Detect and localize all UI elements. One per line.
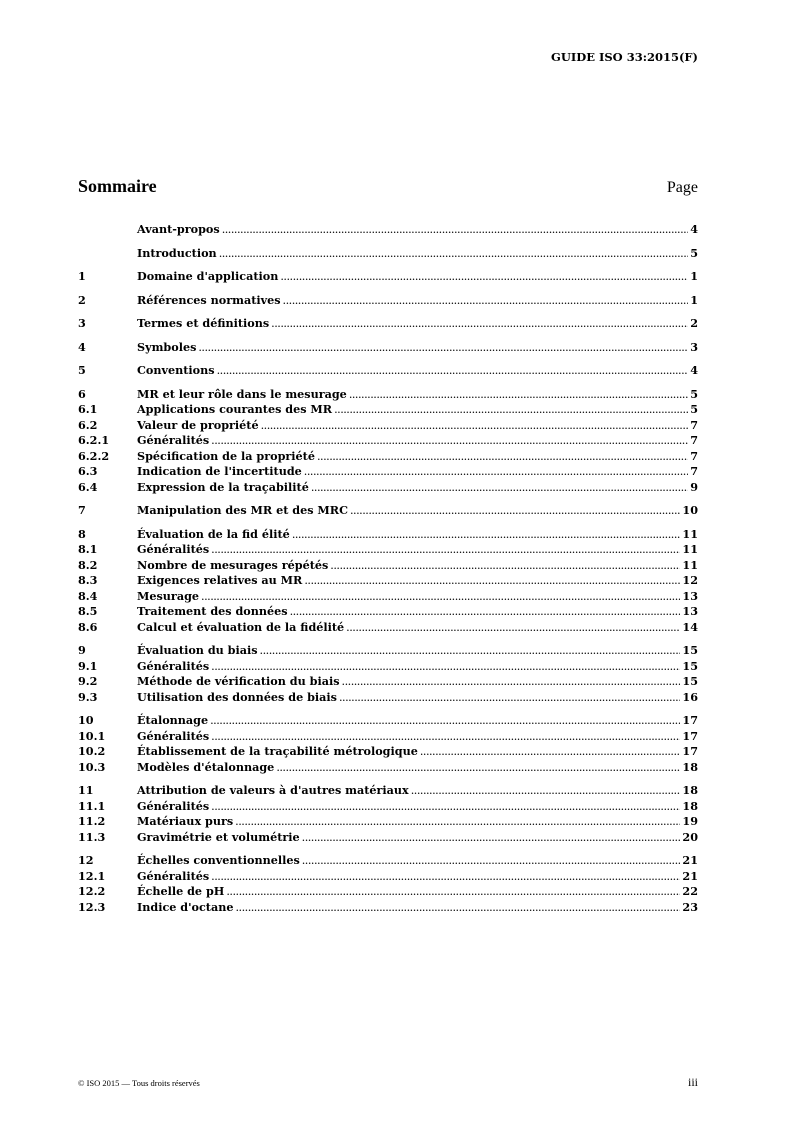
toc-entry[interactable] [78,869,698,885]
toc-entry-number: 11.2 [78,814,106,828]
toc-entry[interactable] [78,340,698,356]
dot-leader [334,402,688,418]
dot-leader [201,589,680,605]
toc-entry-title: Spécification de la propriété [137,448,315,463]
toc-entry-title: Échelles conventionnelles [137,853,300,867]
toc-entry[interactable] [78,433,698,449]
toc-entry-title: Symboles [137,339,197,354]
toc-entry-page: 5 [690,386,698,401]
dot-leader [222,222,689,238]
toc-entry-number: 9.2 [78,674,98,688]
toc-entry-number: 12 [78,853,94,867]
dot-leader [302,853,681,869]
toc-entry[interactable] [78,729,698,745]
toc-entry-number: 10.2 [78,744,106,758]
dot-leader [235,900,680,916]
toc-entry-title: Nombre de mesurages répétés [137,557,329,572]
dot-leader [210,713,680,729]
dot-leader [217,363,689,379]
dot-leader [346,620,680,636]
dot-leader [342,674,681,690]
toc-entry[interactable] [78,558,698,574]
toc-entry-title: Applications courantes des MR [137,402,333,416]
toc-entry[interactable] [78,620,698,636]
toc-entry-number: 6 [78,386,86,401]
dot-leader [198,340,688,356]
toc-entry-title: Généralités [137,658,210,673]
toc-entry-title: Échelle de pH [137,884,225,898]
toc-entry-page: 11 [682,557,698,572]
toc-entry-page: 7 [690,433,698,447]
toc-entry-title: Utilisation des données de biais [137,689,337,704]
toc-entry-number: 8.5 [78,604,98,618]
toc-entry-title: Domaine d'application [137,269,279,283]
toc-entry-page: 22 [682,884,698,898]
toc-entry-page: 17 [682,713,698,727]
toc-entry-number: 8 [78,526,86,541]
toc-entry-title: Conventions [137,363,215,377]
dot-leader [304,573,680,589]
toc-group [78,503,698,519]
toc-entry[interactable] [78,387,698,403]
toc-entry-page: 13 [682,604,698,618]
toc-group [78,222,698,238]
toc-entry-page: 18 [682,759,698,774]
toc-entry-title: Calcul et évaluation de la fidélité [137,619,345,634]
toc-entry-title: Références normatives [137,292,281,307]
toc-entry[interactable] [78,713,698,729]
toc-entry[interactable] [78,783,698,799]
toc-entry-title: Avant-propos [137,222,220,236]
dot-leader [211,542,680,558]
toc-group [78,527,698,636]
toc-entry-number: 1 [78,269,86,283]
toc-entry[interactable] [78,900,698,916]
toc-entry-page: 17 [682,728,698,743]
toc-group [78,340,698,356]
toc-entry-title: Traitement des données [137,604,288,618]
toc-entry[interactable] [78,674,698,690]
toc-entry-number: 11.1 [78,798,106,813]
toc-entry-title: Exigences relatives au MR [137,573,303,587]
toc-entry[interactable] [78,830,698,846]
toc-entry[interactable] [78,293,698,309]
toc-entry-title: Généralités [137,433,210,447]
dot-leader [280,269,688,285]
dot-leader [350,503,680,519]
toc-entry-number: 9.3 [78,689,98,704]
dot-leader [211,433,688,449]
toc-entry-number: 6.2.2 [78,448,110,463]
toc-entry[interactable] [78,690,698,706]
toc-entry-page: 18 [682,798,698,813]
toc-entry-page: 2 [690,316,698,330]
toc-entry-number: 8.3 [78,573,98,587]
toc-entry-title: Modèles d'étalonnage [137,759,275,774]
toc-entry-number: 11 [78,783,94,797]
toc-group [78,293,698,309]
toc-entry-page: 15 [682,643,698,657]
toc-entry[interactable] [78,363,698,379]
toc-entry[interactable] [78,464,698,480]
toc-entry-page: 3 [690,339,698,354]
toc-entry[interactable] [78,402,698,418]
toc-entry-title: Manipulation des MR et des MRC [137,503,348,517]
toc-entry[interactable] [78,814,698,830]
toc-entry-number: 12.1 [78,868,106,883]
dot-leader [411,783,681,799]
toc-entry-number: 6.2 [78,417,98,432]
toc-entry-number: 6.2.1 [78,433,110,447]
toc-entry[interactable] [78,503,698,519]
toc-group [78,783,698,845]
toc-entry-page: 23 [682,899,698,914]
toc-entry-number: 3 [78,316,86,330]
toc-entry-number: 8.1 [78,542,98,556]
toc-entry-page: 9 [690,479,698,494]
toc-entry-page: 4 [690,222,698,236]
toc-entry[interactable] [78,418,698,434]
toc-entry[interactable] [78,799,698,815]
toc-entry-number: 9.1 [78,658,98,673]
toc-group [78,246,698,262]
toc-entry-page: 1 [690,292,698,307]
toc-entry-title: Expression de la traçabilité [137,479,309,494]
toc-entry-number: 10 [78,713,94,727]
toc-entry[interactable] [78,527,698,543]
dot-leader [311,480,688,496]
toc-entry[interactable] [78,853,698,869]
toc-entry-page: 21 [682,868,698,883]
toc-entry-title: Valeur de propriété [137,417,259,432]
toc-entry-page: 19 [682,814,698,828]
toc-entry-number: 11.3 [78,829,106,844]
toc-entry-title: Généralités [137,798,210,813]
toc-title-row [78,176,698,197]
dot-leader [261,418,689,434]
toc-group [78,853,698,915]
toc-entry-title: Établissement de la traçabilité métrologique [137,744,418,758]
toc-title: Sommaire [78,176,157,196]
dot-leader [271,316,688,332]
toc-entry-number: 6.1 [78,402,98,416]
toc-entry[interactable] [78,744,698,760]
toc-entry-title: Méthode de vérification du biais [137,674,340,688]
toc-group [78,269,698,285]
toc-entry-title: Évaluation de la fid élité [137,526,290,541]
toc-entry-number: 10.1 [78,728,106,743]
dot-leader [211,729,680,745]
toc-group [78,316,698,332]
dot-leader [283,293,689,309]
toc-entry[interactable] [78,269,698,285]
toc-entry-page: 18 [682,783,698,797]
toc-entry-title: MR et leur rôle dans le mesurage [137,386,347,401]
dot-leader [330,558,680,574]
toc-entry-page: 16 [682,689,698,704]
dot-leader [420,744,681,760]
toc-entry-page: 5 [690,402,698,416]
toc-entry-number: 8.4 [78,588,98,603]
toc-entry-title: Généralités [137,728,210,743]
toc-entry-title: Attribution de valeurs à d'autres matériaux [137,783,409,797]
toc-entry-number: 10.3 [78,759,106,774]
toc-entry-number: 9 [78,643,86,657]
toc-entry-title: Termes et définitions [137,316,270,330]
dot-leader [276,760,680,776]
toc-entry-number: 12.3 [78,899,106,914]
toc-entry[interactable] [78,246,698,262]
toc-entry-page: 11 [682,526,698,541]
toc-entry[interactable] [78,222,698,238]
toc-entry[interactable] [78,643,698,659]
toc-entry[interactable] [78,480,698,496]
dot-leader [260,643,681,659]
toc-entry-page: 7 [690,448,698,463]
toc-entry-page: 21 [682,853,698,867]
toc-entry-page: 1 [690,269,698,283]
toc-group [78,643,698,705]
toc-entry-page: 12 [682,573,698,587]
toc-entry-number: 6.3 [78,464,98,478]
dot-leader [290,604,681,620]
toc-entry[interactable] [78,604,698,620]
table-of-contents [78,222,698,923]
page-footer [78,1075,698,1090]
dot-leader [302,830,681,846]
toc-entry-page: 14 [682,619,698,634]
toc-entry-number: 4 [78,339,86,354]
toc-entry[interactable] [78,760,698,776]
dot-leader [317,449,688,465]
toc-entry-page: 5 [690,245,698,260]
toc-entry-page: 7 [690,464,698,478]
dot-leader [226,884,680,900]
toc-entry-number: 2 [78,292,86,307]
toc-entry[interactable] [78,589,698,605]
toc-entry-number: 6.4 [78,479,98,494]
toc-entry-title: Généralités [137,542,210,556]
toc-entry-title: Indice d'octane [137,899,234,914]
dot-leader [211,799,680,815]
toc-entry[interactable] [78,449,698,465]
toc-entry[interactable] [78,573,698,589]
toc-entry-page: 20 [682,829,698,844]
toc-group [78,387,698,496]
toc-entry-title: Mesurage [137,588,200,603]
document-reference: GUIDE ISO 33:2015(F) [551,50,698,64]
toc-entry-number: 8.6 [78,619,98,634]
toc-entry-page: 11 [682,542,698,556]
toc-entry-page: 4 [690,363,698,377]
toc-entry-page: 17 [682,744,698,758]
dot-leader [349,387,688,403]
toc-entry-number: 12.2 [78,884,106,898]
toc-entry-number: 5 [78,363,86,377]
toc-entry-number: 8.2 [78,557,98,572]
toc-entry[interactable] [78,542,698,558]
toc-group [78,713,698,775]
toc-entry-title: Gravimétrie et volumétrie [137,829,300,844]
toc-entry-page: 13 [682,588,698,603]
toc-entry[interactable] [78,884,698,900]
toc-entry-page: 15 [682,674,698,688]
toc-entry-page: 15 [682,658,698,673]
toc-entry-title: Introduction [137,245,217,260]
toc-entry-title: Étalonnage [137,713,209,727]
copyright-notice: © ISO 2015 — Tous droits réservés [78,1078,200,1088]
toc-entry-title: Indication de l'incertitude [137,464,302,478]
dot-leader [235,814,680,830]
dot-leader [292,527,681,543]
dot-leader [339,690,680,706]
toc-entry[interactable] [78,316,698,332]
toc-entry-title: Évaluation du biais [137,643,258,657]
dot-leader [219,246,689,262]
page-column-label: Page [666,179,698,196]
toc-entry-title: Généralités [137,868,210,883]
toc-entry[interactable] [78,659,698,675]
dot-leader [211,659,680,675]
toc-entry-title: Matériaux purs [137,814,234,828]
toc-entry-page: 10 [682,503,698,517]
toc-entry-number: 7 [78,503,86,517]
dot-leader [211,869,680,885]
toc-group [78,363,698,379]
toc-entry-page: 7 [690,417,698,432]
dot-leader [304,464,688,480]
page-number: iii [687,1075,698,1089]
